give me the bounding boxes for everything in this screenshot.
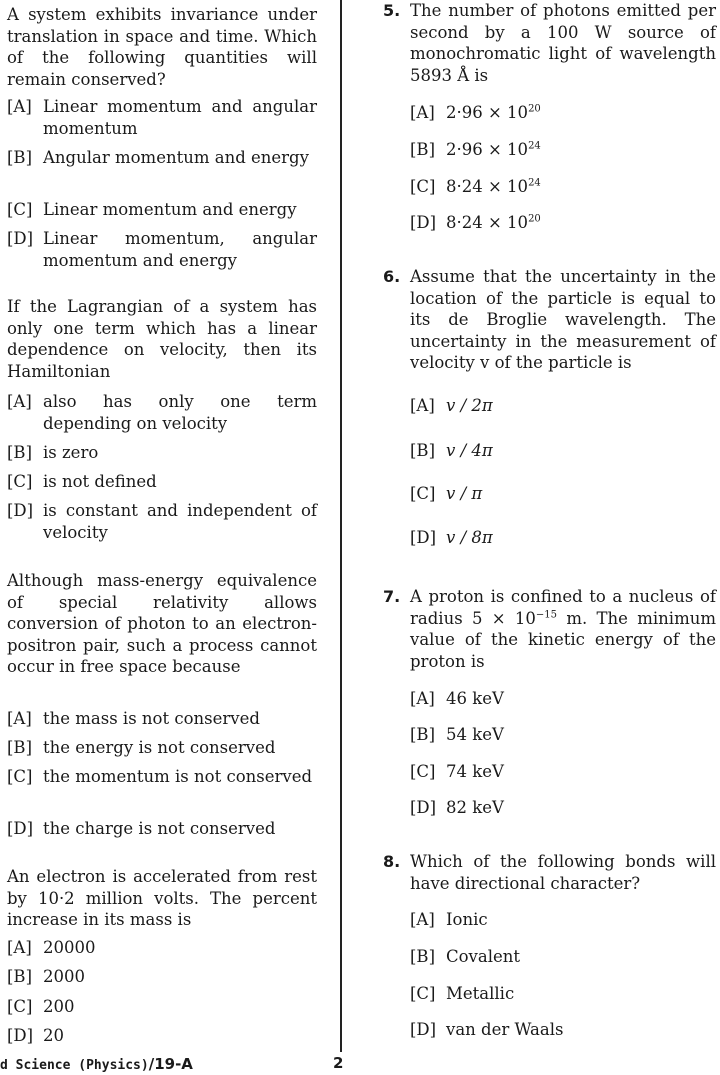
- option-c: [C] 74 keV: [410, 762, 504, 781]
- option-b: [B] is zero: [7, 443, 99, 462]
- column-divider: [340, 0, 342, 1052]
- option-b: [B] v / 4π: [410, 441, 493, 460]
- course-title: d Science (Physics)/19-A: [0, 1055, 193, 1073]
- question-6: [383, 266, 716, 374]
- option-c: [C] v / π: [410, 484, 483, 503]
- question-stem: Which of the following bonds will have directional character?: [410, 852, 716, 893]
- option-c: [C] is not defined: [7, 472, 157, 491]
- option-c: [C] Linear momentum and energy: [7, 200, 297, 219]
- option-c: [C] $8\cdot 24 \times 10^{24}$: [410, 177, 541, 196]
- option-d: [D] 20: [7, 1026, 64, 1045]
- option-b: [B] $2\cdot 96 \times 10^{24}$: [410, 140, 541, 159]
- option-c: [C] 200: [7, 997, 75, 1016]
- question-number: 5.: [383, 1, 401, 20]
- question-3: [7, 570, 317, 678]
- option-a: [A] the mass is not conserved: [7, 709, 260, 728]
- option-a: [A] also has only one term depending on velocity: [7, 392, 317, 433]
- option-a: [A] Ionic: [410, 910, 488, 929]
- option-d: [D] $8\cdot 24 \times 10^{20}$: [410, 213, 541, 232]
- question-number: 8.: [383, 852, 401, 871]
- question-number: 7.: [383, 587, 401, 606]
- question-stem: If the Lagrangian of a system has only one term which has a linear dependence on velocity, then its Hamiltonian: [7, 297, 317, 381]
- question-number: 6.: [383, 267, 401, 286]
- page-number: 2: [333, 1054, 344, 1072]
- option-b: [B] Covalent: [410, 947, 521, 966]
- option-a: [A] Linear momentum and angular momentum: [7, 97, 317, 138]
- question-7: [383, 586, 716, 672]
- option-b: [B] the energy is not conserved: [7, 738, 276, 757]
- option-d: [D] Linear momentum, angular momentum and energy: [7, 229, 317, 270]
- option-c: [C] Metallic: [410, 984, 515, 1003]
- option-a: [A] v / 2π: [410, 396, 493, 415]
- option-d: [D] the charge is not conserved: [7, 819, 276, 838]
- option-c: [C] the momentum is not conserved: [7, 767, 313, 786]
- question-stem: A system exhibits invariance under translation in space and time. Which of the following quantities will remain conserved?: [7, 5, 317, 89]
- question-4: [7, 866, 317, 931]
- option-b: [B] 2000: [7, 967, 85, 986]
- option-a: [A] 46 keV: [410, 689, 504, 708]
- option-b: [B] 54 keV: [410, 725, 504, 744]
- option-b: [B] Angular momentum and energy: [7, 148, 309, 167]
- question-8: [383, 851, 716, 894]
- page-footer: [0, 1053, 720, 1075]
- question-5: [383, 0, 716, 86]
- question-stem: Although mass-energy equivalence of special relativity allows conversion of photon to an electron-positron pair, such a process cannot occur in free space because: [7, 571, 317, 677]
- question-stem: An electron is accelerated from rest by 10·2 million volts. The percent increase in its mass is: [7, 867, 317, 930]
- option-d: [D] v / 8π: [410, 528, 493, 547]
- option-d: [D] 82 keV: [410, 798, 504, 817]
- option-d: [D] van der Waals: [410, 1020, 564, 1039]
- question-1: [7, 4, 317, 90]
- option-d: [D] is constant and independent of velocity: [7, 501, 317, 542]
- question-stem: Assume that the uncertainty in the location of the particle is equal to its de Broglie wavelength. The uncertainty in the measurement of velocity v of the particle is: [410, 267, 716, 373]
- question-stem: A proton is confined to a nucleus of radius $5 \times 10^{-15}$ m. The minimum value of the kinetic energy of the proton is: [410, 587, 716, 671]
- question-2: [7, 296, 317, 382]
- option-a: [A] 20000: [7, 938, 96, 957]
- booklet-code: /19-A: [148, 1055, 193, 1073]
- question-stem: The number of photons emitted per second by a 100 W source of monochromatic light of wavelength 5893 Å is: [410, 1, 716, 85]
- option-a: [A] $2\cdot 96 \times 10^{20}$: [410, 103, 541, 122]
